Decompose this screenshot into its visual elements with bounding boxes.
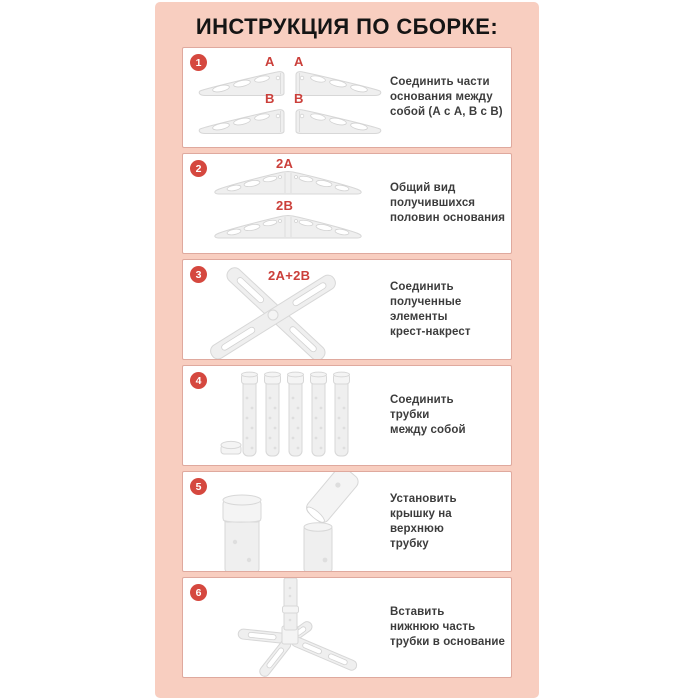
step-2-description: Общий вид получившихся половин основания xyxy=(390,182,506,224)
assembled-stand xyxy=(238,578,358,677)
stand-tube-collar xyxy=(283,606,299,613)
tube-5 xyxy=(334,372,350,456)
step-6-card xyxy=(182,577,512,678)
base-part-a-right xyxy=(296,72,381,96)
part-label-a-right: А xyxy=(294,54,304,69)
step-1-number-badge: 1 xyxy=(190,54,207,71)
step-6-number-badge: 6 xyxy=(190,584,207,601)
stand-leg-right xyxy=(290,635,358,672)
capped-tube xyxy=(223,495,261,571)
step-4-description: Соединить трубки между собой xyxy=(390,394,466,436)
page-title: ИНСТРУКЦИЯ ПО СБОРКЕ: xyxy=(195,14,499,39)
part-label-2a: 2А xyxy=(276,156,294,171)
step-5-number-badge: 5 xyxy=(190,478,207,495)
step-2-card xyxy=(182,153,512,254)
step-5-description: Установить крышку на верхнюю трубку xyxy=(390,492,457,550)
upper-tube-joint xyxy=(303,472,361,571)
tube-3 xyxy=(288,372,304,456)
step-5-card xyxy=(182,471,512,572)
poster-panel xyxy=(155,2,539,698)
steps-list xyxy=(182,47,512,683)
step-3-description: Соединить полученные элементы крест-накрест xyxy=(390,280,471,338)
part-label-b-right: В xyxy=(294,91,304,106)
step-3-card xyxy=(182,259,512,360)
part-label-2b: 2В xyxy=(276,198,294,213)
base-part-b-right xyxy=(296,110,381,134)
part-label-b-left: В xyxy=(265,91,275,106)
step-2-number-badge: 2 xyxy=(190,160,207,177)
step-1-card xyxy=(182,47,512,148)
step-4-card xyxy=(182,365,512,466)
part-label-a-left: А xyxy=(265,54,275,69)
tube-2 xyxy=(265,372,281,456)
step-4-number-badge: 4 xyxy=(190,372,207,389)
step-6-description: Вставить нижнюю часть трубки в основание xyxy=(390,606,506,648)
step-3-number-badge: 3 xyxy=(190,266,207,283)
base-half-2b xyxy=(215,216,361,239)
stand-tube xyxy=(284,578,297,630)
tube-4 xyxy=(311,372,327,456)
base-part-b-left xyxy=(199,110,284,134)
base-half-2a xyxy=(215,172,361,195)
step-1-description: Соединить части основания между собой (А с А, В с В) xyxy=(390,76,503,118)
tube-1 xyxy=(242,372,258,456)
part-label-2a2b: 2А+2В xyxy=(268,268,311,283)
stand-leg-left xyxy=(238,629,289,644)
small-cap xyxy=(221,441,241,454)
cross-hub xyxy=(268,310,278,320)
